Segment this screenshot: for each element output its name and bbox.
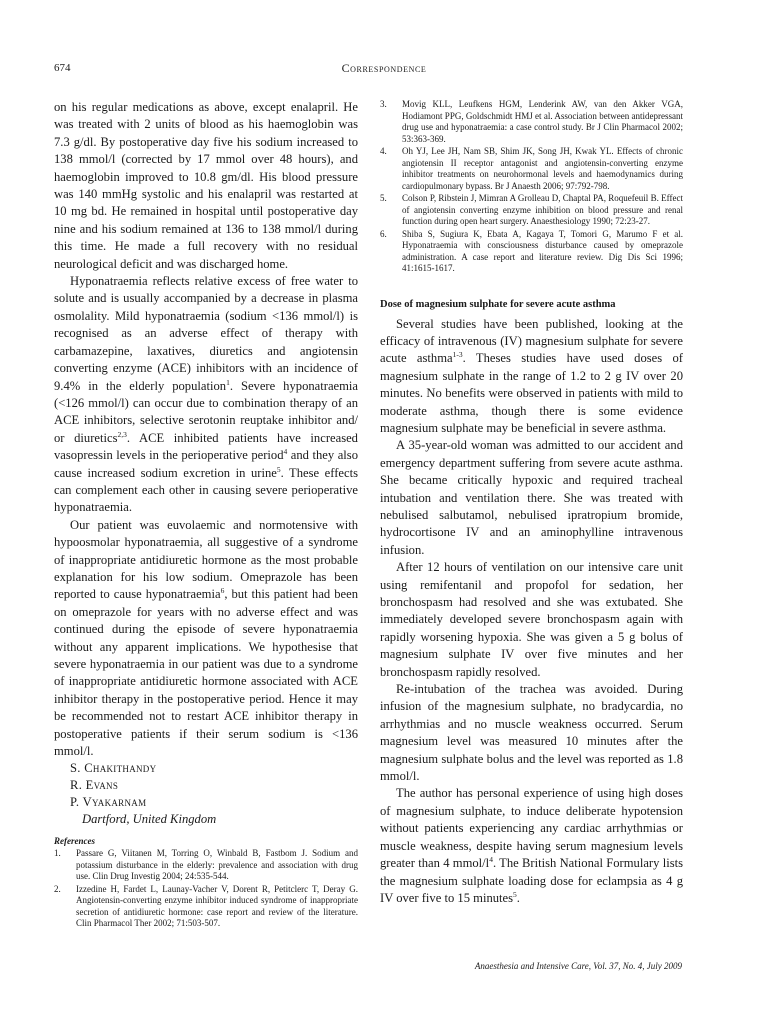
body-paragraph: on his regular medications as above, except enalapril. He was treated with 2 units of blood as his haemoglobin was 7.3 g/dl. By postoperative day five his sodium increased to 138 mmol/l (corrected by 17 mmol over 48 hours), and haemoglobin improved to 10.8 gm/dl. His blood pressure was 140 mmHg systolic and his enalapril was restarted at 10 mg bd. He remained in hospital until postoperative day nine and his sodium remained at 136 to 138 mmol/l during this time. He made a full recovery with no residual neurological deficit and was discharged home. <box>54 100 358 271</box>
left-column <box>54 99 358 931</box>
references-heading: References <box>54 836 95 847</box>
body-paragraph: Hyponatraemia reflects relative excess of free water to solute and is usually accompanied by a decrease in plasma osmolality. Mild hyponatraemia (sodium <136 mmol/l) is recognised as an adverse effect of therapy with carbamazepine, laxatives, diuretics and angiotensin converting enzyme (ACE) inhibitors with an incidence of 9.4% in the elderly population$^1$. Severe hyponatraemia (<126 mmol/l) can occur due to combination therapy of an ACE inhibitors, selective serotonin reuptake inhibitor and/ or diuretics$^{2,3}$. ACE inhibited patients have increased vasopressin levels in the perioperative period$^4$ and they also cause increased sodium excretion in urine$^5$. These effects can complement each other in causing severe perioperative hyponatraemia. <box>54 274 359 515</box>
journal-footer: Anaesthesia and Intensive Care, Vol. 37, No. 4, July 2009 <box>474 961 682 971</box>
body-paragraph: A 35-year-old woman was admitted to our accident and emergency department suffering from severe acute asthma. She became critically hypoxic and required tracheal intubation and ventilation there. She was treated with nebulised salbutamol, nebulised ipratropium bromide, hydrocortisone IV and an aminophylline intravenous infusion. <box>380 438 683 557</box>
running-header: Correspondence <box>341 61 427 75</box>
body-paragraph: Re-intubation of the trachea was avoided. During infusion of the magnesium sulphate, no bradycardia, no arrhythmias and no muscle weakness occurred. Serum magnesium level was measured 10 minutes after the magnesium sulphate bolus and the level was reported as 1.8 mmol/l. <box>380 682 683 784</box>
author-name: P. Vyakarnam <box>70 795 147 810</box>
body-paragraph: The author has personal experience of using high doses of magnesium sulphate, to induce deliberate hypotension without patients experiencing any cardiac arrhythmias or muscle weakness, despite having serum magnesium levels greater than 4 mmol/$l^4$. The British National Formulary lists the magnesium sulphate loading dose for eclampsia as 4 g IV over five to 15 minutes$^5$. <box>380 786 683 905</box>
right-column <box>380 99 683 907</box>
reference-item: 6. Shiba S, Sugiura K, Ebata A, Kagaya T, Tomori G, Marumo F et al. Hyponatraemia with consciousness disturbance caused by omeprazole administration. A case report and literature review. Dig Dis Sci 1996; 41:1615-1617. <box>380 228 683 273</box>
section-title: Dose of magnesium sulphate for severe acute asthma <box>380 298 616 310</box>
author-name: R. Evans <box>70 778 119 793</box>
reference-item: 4. Oh YJ, Lee JH, Nam SB, Shim JK, Song JH, Kwak YL. Effects of chronic angiotensin II receptor antagonist and angiotensin-converting enzyme inhibitor treatments on neurohormonal levels and haemodynamics during cardiopulmonary bypass. Br J Anaesth 2006; 97:792-798. <box>380 146 683 191</box>
author-location: Dartford, United Kingdom <box>82 812 217 827</box>
page-number: 674 <box>54 62 71 74</box>
reference-item: 1. Passare G, Viitanen M, Torring O, Winbald B, Fastbom J. Sodium and potassium disturbance in the elderly: prevalence and association with drug use. Clin Drug Investig 2004; 24:535-544. <box>54 848 358 882</box>
reference-item: 2. Izzedine H, Fardet L, Launay-Vacher V, Dorent R, Petitclerc T, Deray G. Angiotensin-converting enzyme inhibitor induced syndrome of inappropriate secretion of antidiuretic hormone: case report and review of the literature. Clin Pharmacol Ther 2002; 71:503-507. <box>54 883 358 929</box>
author-name: S. Chakithandy <box>70 761 157 776</box>
reference-item: 3. Movig KLL, Leufkens HGM, Lenderink AW, van den Akker VGA, Hodiamont PPG, Goldschmidt HMJ et al. Association between antidepressant drug use and hyponatraemia: a case control study. Br J Clin Pharmacol 2002; 53:363-369. <box>380 99 683 144</box>
body-paragraph: Several studies have been published, looking at the efficacy of intravenous (IV) magnesium sulphate for severe acute asthma$^{1-3}$. Theses studies have used doses of magnesium sulphate in the range of 1.2 to 2 g IV over 20 minutes. No benefits were observed in patients with mild to moderate asthma, though there is some evidence magnesium sulphate may be beneficial in severe asthma. <box>380 316 683 435</box>
body-paragraph: After 12 hours of ventilation on our intensive care unit using remifentanil and propofol for sedation, her bronchospasm had resolved and she was extubated. She immediately developed severe bronchospasm again with rapidly worsening hypoxia. She was given a 5 g bolus of magnesium sulphate IV over five minutes and her bronchospasm rapidly resolved. <box>380 560 683 679</box>
body-paragraph: Our patient was euvolaemic and normotensive with hypoosmolar hyponatraemia, all suggestive of a syndrome of inappropriate antidiuretic hormone as the most probable explanation for his low sodium. Omeprazole has been reported to cause hyponatraemia$^6$, but this patient had been on omeprazole for years with no adverse effect and was continued during the episode of severe hyponatraemia without any apparent implications. We hypothesise that severe hyponatraemia in our patient was due to a syndrome of inappropriate antidiuretic hormone associated with ACE inhibitor therapy in the postoperative period. Hence it may be recommended not to restart ACE inhibitor therapy in postoperative patients if their serum sodium is <136 mmol/l. <box>54 517 358 759</box>
reference-item: 5. Colson P, Ribstein J, Mimran A Grolleau D, Chaptal PA, Roquefeuil B. Effect of angiotensin converting enzyme inhibition on blood pressure and renal function during open heart surgery. Anaesthesiology 1990; 72:23-27. <box>380 193 683 226</box>
